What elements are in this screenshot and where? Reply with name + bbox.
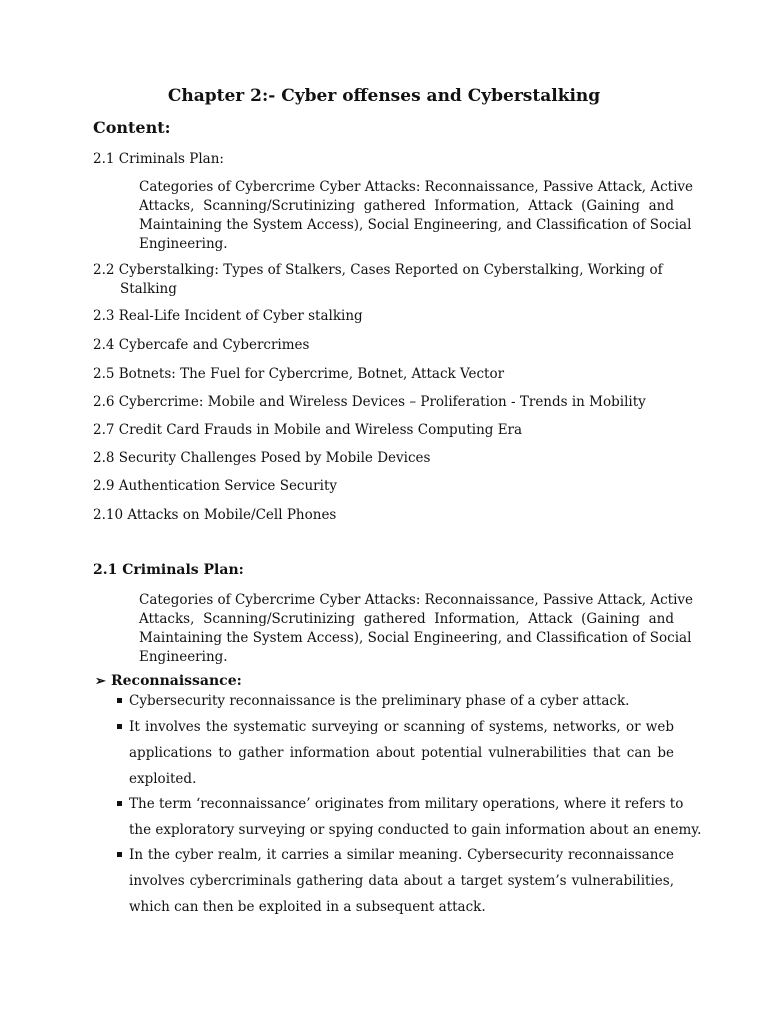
toc-item-2-5: 2.5 Botnets: The Fuel for Cybercrime, Botnet, Attack Vector bbox=[93, 366, 505, 382]
toc-item-2-9: 2.9 Authentication Service Security bbox=[93, 478, 338, 494]
description-line: Engineering. bbox=[139, 649, 228, 665]
description-line: Attacks, Scanning/Scrutinizing gathered Information, Attack (Gaining and bbox=[139, 611, 674, 627]
bullet-line: which can then be exploited in a subsequent attack. bbox=[129, 899, 486, 915]
description-line: Maintaining the System Access), Social Engineering, and Classification of Social bbox=[139, 217, 692, 233]
content-heading: Content: bbox=[93, 118, 171, 137]
toc-item-2-2-continued: Stalking bbox=[120, 281, 177, 297]
bullet-line: The term ‘reconnaissance’ originates from military operations, where it refers to bbox=[129, 796, 684, 812]
description-line: Maintaining the System Access), Social Engineering, and Classification of Social bbox=[139, 630, 692, 646]
bullet-item bbox=[129, 714, 674, 792]
description-line: Engineering. bbox=[139, 236, 228, 252]
toc-item-2-8: 2.8 Security Challenges Posed by Mobile Devices bbox=[93, 450, 431, 466]
bullet-item bbox=[129, 842, 674, 920]
arrow-bullet-icon: ➢ bbox=[95, 674, 106, 689]
bullet-item bbox=[129, 791, 702, 843]
description-line: Categories of Cybercrime Cyber Attacks: Reconnaissance, Passive Attack, Active bbox=[139, 179, 694, 195]
toc-item-2-1-description bbox=[139, 178, 694, 254]
toc-item-2-4: 2.4 Cybercafe and Cybercrimes bbox=[93, 337, 310, 353]
bullet-line: exploited. bbox=[129, 771, 197, 787]
bullet-line: the exploratory surveying or spying conducted to gain information about an enemy. bbox=[129, 822, 702, 838]
page-title: Chapter 2:- Cyber offenses and Cyberstalking bbox=[167, 86, 601, 106]
section-heading-2-1: 2.1 Criminals Plan: bbox=[93, 562, 244, 578]
toc-item-2-1: 2.1 Criminals Plan: bbox=[93, 151, 224, 167]
reconnaissance-heading-text: Reconnaissance: bbox=[111, 673, 242, 689]
bullet-line: In the cyber realm, it carries a similar meaning. Cybersecurity reconnaissance bbox=[129, 847, 674, 863]
bullet-line: It involves the systematic surveying or scanning of systems, networks, or web bbox=[129, 719, 674, 735]
bullet-line: applications to gather information about potential vulnerabilities that can be bbox=[129, 745, 674, 761]
section-2-1-description bbox=[139, 591, 694, 667]
description-line: Categories of Cybercrime Cyber Attacks: Reconnaissance, Passive Attack, Active bbox=[139, 592, 694, 608]
bullet-line: involves cybercriminals gathering data about a target system’s vulnerabilities, bbox=[129, 873, 674, 889]
toc-item-2-2: 2.2 Cyberstalking: Types of Stalkers, Cases Reported on Cyberstalking, Working of bbox=[93, 262, 663, 278]
toc-item-2-6: 2.6 Cybercrime: Mobile and Wireless Devices – Proliferation - Trends in Mobility bbox=[93, 394, 646, 410]
description-line: Attacks, Scanning/Scrutinizing gathered Information, Attack (Gaining and bbox=[139, 198, 674, 214]
toc-item-2-10: 2.10 Attacks on Mobile/Cell Phones bbox=[93, 507, 337, 523]
square-bullet-icon bbox=[117, 801, 122, 806]
square-bullet-icon bbox=[117, 698, 122, 703]
toc-item-2-7: 2.7 Credit Card Frauds in Mobile and Wireless Computing Era bbox=[93, 422, 523, 438]
bullet-item bbox=[129, 688, 674, 714]
toc-item-2-3: 2.3 Real-Life Incident of Cyber stalking bbox=[93, 308, 363, 324]
bullet-line: Cybersecurity reconnaissance is the preliminary phase of a cyber attack. bbox=[129, 693, 630, 709]
square-bullet-icon bbox=[117, 852, 122, 857]
reconnaissance-heading bbox=[95, 673, 242, 689]
square-bullet-icon bbox=[117, 724, 122, 729]
